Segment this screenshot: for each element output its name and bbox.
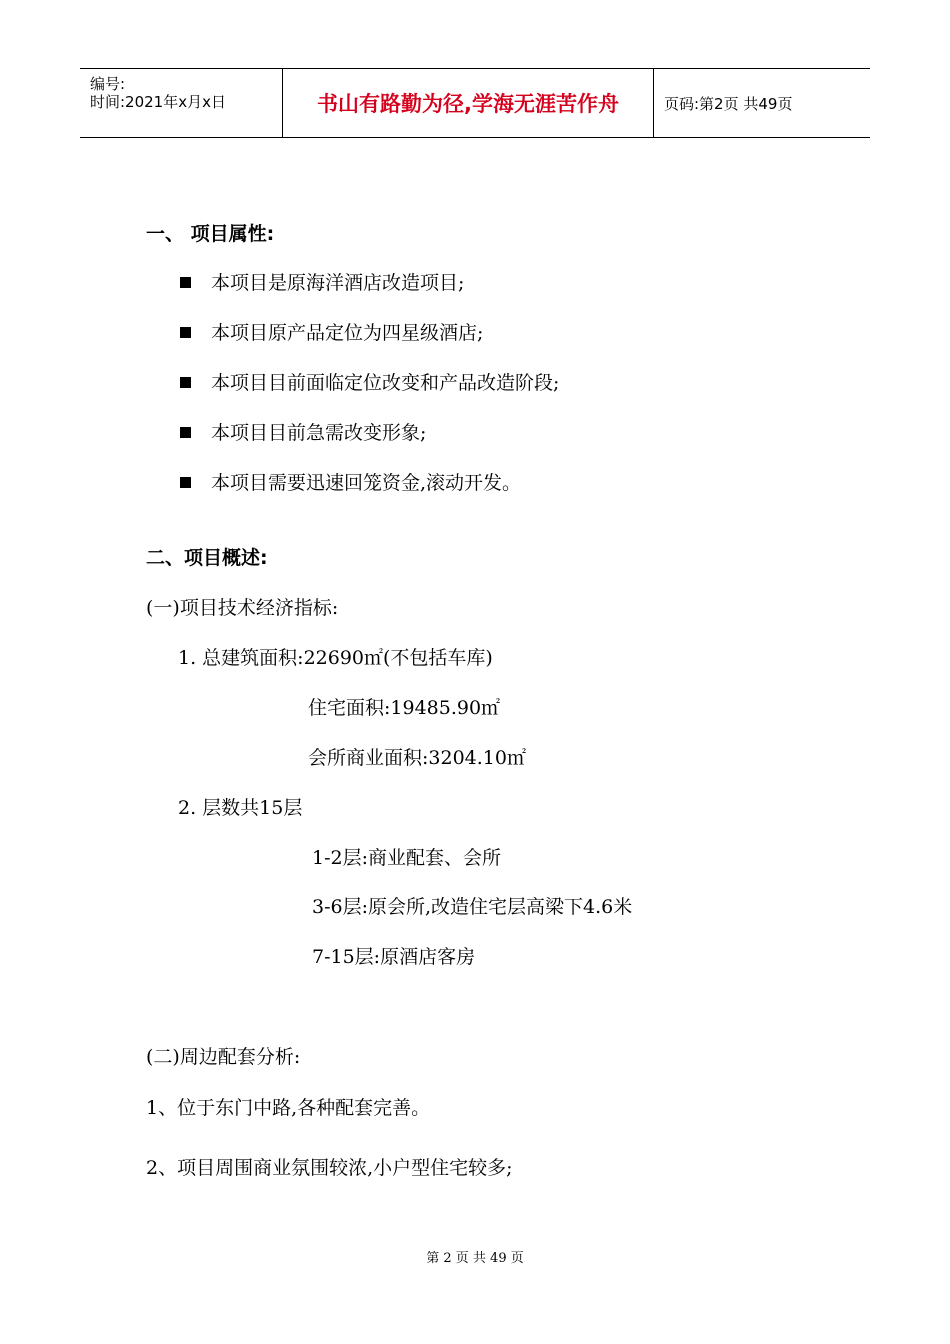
number-label: 编号: xyxy=(90,75,126,93)
surrounding-point-1: 1、位于东门中路,各种配套完善。 xyxy=(146,1097,431,1119)
bullet-text: 本项目原产品定位为四星级酒店; xyxy=(211,322,484,344)
bullet-item xyxy=(180,318,483,345)
header-motto: 书山有路勤为径,学海无涯苦作舟 xyxy=(283,69,654,137)
item2-floors-1-2: 1-2层:商业配套、会所 xyxy=(312,847,501,869)
bullet-text: 本项目需要迅速回笼资金,滚动开发。 xyxy=(211,472,522,494)
page-footer: 第 2 页 共 49 页 xyxy=(426,1251,524,1266)
time-label: 时间:2021年x月x日 xyxy=(90,93,226,111)
header-meta-cell xyxy=(80,69,283,137)
square-bullet-icon xyxy=(180,477,191,488)
header-table xyxy=(80,68,870,138)
item2-floors-3-6: 3-6层:原会所,改造住宅层高梁下4.6米 xyxy=(312,896,633,918)
header-page-info: 页码:第2页 共49页 xyxy=(664,94,793,113)
bullet-item xyxy=(180,468,521,495)
square-bullet-icon xyxy=(180,327,191,338)
bullet-item xyxy=(180,368,559,395)
item1-residential-area: 住宅面积:19485.90㎡ xyxy=(308,697,501,719)
bullet-item xyxy=(180,268,464,295)
bullet-text: 本项目目前急需改变形象; xyxy=(211,422,427,444)
item1-total-area: 1. 总建筑面积:22690㎡(不包括车库) xyxy=(178,647,493,669)
subsection1-title: (一)项目技术经济指标: xyxy=(146,597,339,619)
bullet-item xyxy=(180,418,426,445)
item2-floors-7-15: 7-15层:原酒店客房 xyxy=(312,946,476,968)
square-bullet-icon xyxy=(180,427,191,438)
section1-heading: 一、 项目属性: xyxy=(146,223,275,245)
surrounding-point-2: 2、项目周围商业氛围较浓,小户型住宅较多; xyxy=(146,1157,513,1179)
item2-floors: 2. 层数共15层 xyxy=(178,797,303,819)
section2-heading: 二、项目概述: xyxy=(146,547,268,569)
bullet-text: 本项目目前面临定位改变和产品改造阶段; xyxy=(211,372,560,394)
square-bullet-icon xyxy=(180,377,191,388)
item1-commercial-area: 会所商业面积:3204.10㎡ xyxy=(308,747,526,769)
square-bullet-icon xyxy=(180,277,191,288)
subsection2-title: (二)周边配套分析: xyxy=(146,1046,301,1068)
bullet-text: 本项目是原海洋酒店改造项目; xyxy=(211,272,465,294)
